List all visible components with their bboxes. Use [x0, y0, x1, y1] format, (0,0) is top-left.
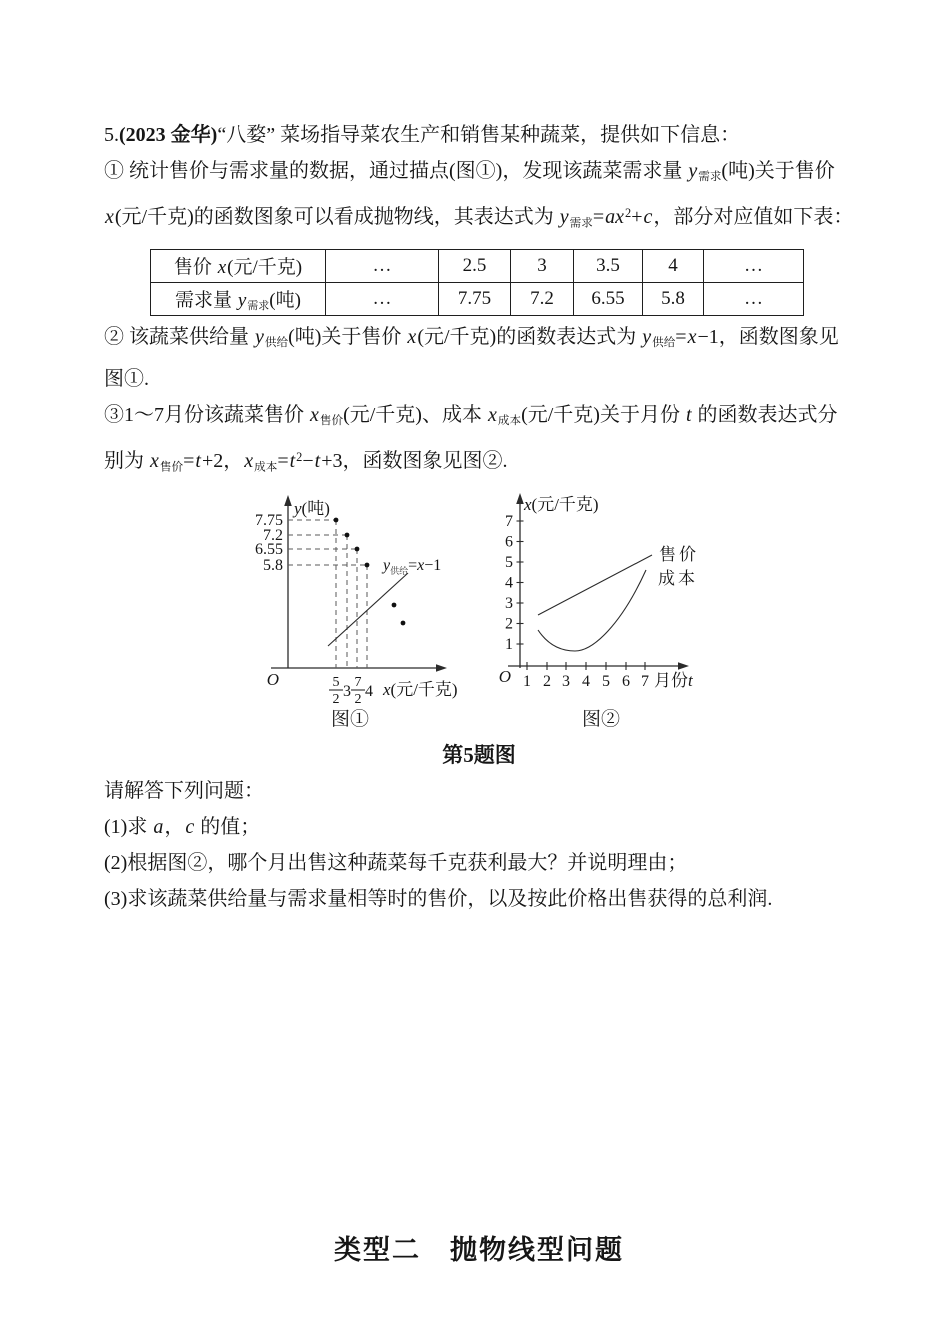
data-point	[392, 602, 397, 607]
text-segment: =	[277, 450, 289, 473]
text-segment: 需求	[698, 170, 722, 184]
x-axis-title: 月份t	[654, 670, 693, 690]
text-segment: a	[153, 815, 164, 838]
text-segment: −	[302, 450, 314, 473]
problem-info-1	[104, 153, 854, 242]
text-segment: ② 该蔬菜供给量	[104, 325, 254, 348]
text-segment: t	[195, 450, 201, 473]
x-tick-label: 3	[343, 682, 351, 700]
svg-text:2: 2	[543, 672, 551, 690]
figure2-chart	[480, 488, 720, 733]
value-cell: 3.5	[574, 249, 643, 282]
svg-text:5: 5	[505, 553, 513, 571]
question-1	[104, 809, 854, 845]
text-segment: c	[643, 206, 653, 229]
text-segment: x	[244, 450, 254, 473]
value-cell: 4	[643, 249, 704, 282]
text-segment: (元/千克)的函数表达式为	[417, 325, 642, 348]
data-point	[345, 532, 350, 537]
svg-text:3: 3	[562, 672, 570, 690]
y-axis-arrow-icon	[516, 493, 524, 504]
text-segment: 供给	[264, 335, 289, 349]
svg-text:3: 3	[505, 594, 513, 612]
text-segment: (吨)	[269, 289, 301, 311]
text-segment: +	[631, 206, 643, 229]
data-point	[355, 546, 360, 551]
data-point	[334, 517, 339, 522]
text-segment: y	[688, 160, 698, 182]
text-segment: 需求量	[175, 289, 237, 311]
cost-label: 成本	[658, 568, 698, 588]
svg-text:2: 2	[354, 691, 362, 707]
value-cell: …	[326, 249, 439, 282]
cost-curve	[538, 570, 646, 651]
x-axis-arrow-icon	[436, 664, 447, 672]
y-tick-label: 5.8	[263, 556, 283, 574]
text-segment: 的函数表达式分别为	[104, 403, 838, 473]
y-axis-title: x(元/千克)	[524, 494, 599, 514]
svg-text:1: 1	[523, 672, 531, 690]
svg-text:4: 4	[505, 574, 513, 592]
supply-line	[328, 573, 408, 646]
question-2: (2)根据图②，哪个月出售这种蔬菜每千克获利最大？并说明理由；	[104, 851, 688, 874]
text-segment: t	[289, 450, 296, 473]
text-segment: 成本	[254, 460, 278, 474]
text-segment: x	[487, 403, 497, 426]
svg-text:6: 6	[622, 672, 630, 690]
svg-text:2: 2	[332, 691, 340, 707]
text-segment: x	[310, 403, 319, 426]
row-label-cell	[151, 249, 326, 282]
text-segment: (1)求	[104, 815, 153, 838]
text-segment: ③1～7月份该蔬菜售价	[104, 403, 309, 426]
y-ticks	[505, 513, 524, 653]
text-segment: (元/千克)关于月份	[521, 403, 685, 426]
problem-intro	[104, 117, 854, 153]
text-segment: y	[559, 206, 569, 229]
svg-text:7: 7	[354, 674, 362, 690]
svg-text:7: 7	[641, 672, 649, 690]
data-point	[401, 620, 406, 625]
y-tick-label: 7.2	[263, 526, 283, 544]
problem-info-2	[104, 319, 854, 397]
text-segment: 供给	[652, 335, 676, 349]
value-cell: 5.8	[643, 282, 704, 315]
origin-label: O	[498, 666, 511, 686]
origin-label: O	[266, 669, 279, 689]
text-segment: x	[407, 325, 417, 348]
text-segment: y	[255, 325, 264, 348]
text-segment: ，部分对应值如下表：	[653, 206, 854, 229]
svg-text:5: 5	[332, 674, 340, 690]
values-table	[150, 249, 804, 316]
text-segment: =	[592, 206, 605, 229]
figure-caption: 图①	[330, 708, 370, 730]
value-cell: 2.5	[439, 249, 511, 282]
text-segment: ax	[605, 206, 625, 229]
figures-row	[195, 488, 854, 733]
y-tick-label: 6.55	[255, 540, 283, 558]
value-cell: 3	[511, 249, 574, 282]
svg-text:5: 5	[602, 672, 610, 690]
text-segment: x	[105, 206, 114, 229]
y-tick-label: 7.75	[255, 511, 283, 529]
text-segment: (元/千克)、成本	[343, 403, 487, 426]
y-axis-arrow-icon	[284, 495, 292, 506]
text-segment: t	[685, 403, 692, 426]
text-segment: 需求	[569, 216, 593, 230]
question-3: (3)求该蔬菜供给量与需求量相等时的售价，以及按此价格出售获得的总利润.	[104, 887, 773, 910]
text-segment: 的值；	[195, 815, 261, 838]
problem-info-3	[104, 397, 854, 486]
value-cell: 6.55	[574, 282, 643, 315]
x-axis-title: x(元/千克)	[383, 679, 458, 699]
data-point	[365, 562, 370, 567]
row-label-cell	[151, 282, 326, 315]
figure-block-title: 第5题图	[442, 742, 516, 767]
text-segment: “八婺” 菜场指导菜农生产和销售某种蔬菜，提供如下信息：	[217, 124, 741, 146]
section-heading: 类型二 抛物线型问题	[334, 1234, 624, 1265]
text-segment: +3，函数图象见图②.	[321, 450, 508, 473]
text-segment: y	[237, 289, 247, 311]
text-segment: =	[675, 325, 687, 348]
x-axis-arrow-icon	[678, 662, 689, 670]
table-row-price	[151, 249, 804, 282]
text-segment: =	[183, 450, 195, 473]
text-segment: x	[150, 450, 159, 473]
text-segment: ① 统计售价与需求量的数据，通过描点(图①)，发现该蔬菜需求量	[104, 160, 688, 182]
text-segment: x	[687, 325, 697, 348]
price-line	[538, 555, 652, 615]
value-cell: …	[704, 282, 804, 315]
supply-line-label: $y_{供给}=x-1$	[383, 556, 442, 576]
text-segment: 成本	[497, 414, 522, 428]
text-segment: x	[217, 257, 227, 279]
value-cell: …	[326, 282, 439, 315]
svg-text:4: 4	[582, 672, 590, 690]
text-segment: 5.	[104, 124, 119, 146]
text-segment: (元/千克)	[227, 257, 303, 279]
text-segment: 售价	[159, 460, 184, 474]
text-segment: y	[642, 325, 652, 348]
value-cell: …	[704, 249, 804, 282]
text-segment: 需求	[247, 299, 270, 312]
svg-text:6: 6	[505, 533, 513, 551]
text-segment: −1，函数图象见图①.	[104, 325, 839, 390]
svg-text:7: 7	[505, 512, 513, 530]
figure1-chart	[195, 488, 475, 733]
text-segment: 售价	[319, 414, 344, 428]
table-row-demand	[151, 282, 804, 315]
x-tick-fraction	[351, 675, 365, 707]
svg-text:2: 2	[505, 615, 513, 633]
x-tick-label: 4	[365, 682, 373, 700]
svg-text:1: 1	[505, 635, 513, 653]
text-segment: (元/千克)的函数图象可以看成抛物线，其表达式为	[114, 206, 559, 229]
text-segment: +2，	[201, 450, 244, 473]
text-segment: 2	[625, 206, 632, 221]
text-segment: ，	[164, 815, 185, 838]
x-tick-fraction	[329, 675, 343, 707]
value-cell: 7.2	[511, 282, 574, 315]
text-segment: c	[185, 815, 195, 838]
figure-caption: 图②	[581, 708, 621, 730]
price-label: 售价	[659, 544, 699, 564]
text-segment: 2	[296, 450, 303, 465]
value-cell: 7.75	[439, 282, 511, 315]
text-segment: (吨)关于售价	[721, 160, 835, 182]
text-segment: (吨)关于售价	[288, 325, 407, 348]
questions-intro: 请解答下列问题：	[104, 779, 264, 802]
text-segment: (2023 金华)	[119, 124, 218, 146]
dashed-guide-lines	[288, 520, 367, 668]
text-segment: t	[314, 450, 321, 473]
text-segment: 售价	[173, 257, 217, 279]
y-axis-title: y(吨)	[294, 498, 330, 518]
